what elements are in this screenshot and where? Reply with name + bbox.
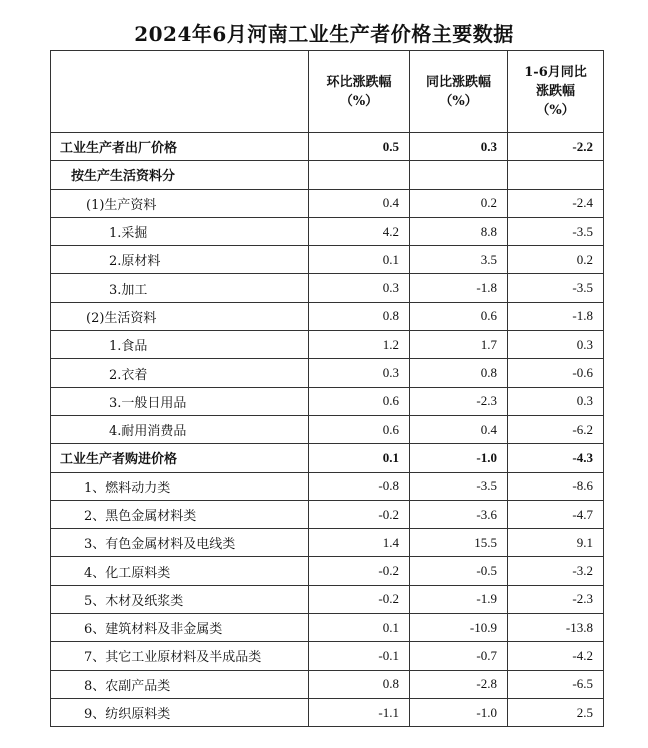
cell-mom: 0.5	[309, 133, 410, 161]
cell-ytd: 0.3	[508, 387, 604, 415]
row-label: 2.衣着	[51, 359, 309, 387]
cell-mom: -0.2	[309, 500, 410, 528]
row-label: (2)生活资料	[51, 302, 309, 330]
table-row	[51, 387, 604, 415]
table-row	[51, 415, 604, 443]
table-row	[51, 246, 604, 274]
cell-ytd: -3.2	[508, 557, 604, 585]
row-label: 5、木材及纸浆类	[51, 585, 309, 613]
table-row	[51, 274, 604, 302]
table-row	[51, 557, 604, 585]
row-label: 9、纺织原料类	[51, 698, 309, 726]
cell-ytd: -4.7	[508, 500, 604, 528]
cell-mom: -0.8	[309, 472, 410, 500]
cell-mom: 0.4	[309, 189, 410, 217]
cell-yoy: 1.7	[410, 331, 508, 359]
cell-yoy: -1.9	[410, 585, 508, 613]
price-data-table	[50, 50, 604, 727]
cell-yoy: 0.8	[410, 359, 508, 387]
header-mom: 环比涨跌幅 （%）	[309, 51, 410, 133]
row-label: 3、有色金属材料及电线类	[51, 529, 309, 557]
cell-yoy: 15.5	[410, 529, 508, 557]
cell-mom: -0.2	[309, 585, 410, 613]
table-row	[51, 161, 604, 189]
cell-yoy: -2.8	[410, 670, 508, 698]
cell-yoy: 8.8	[410, 217, 508, 245]
cell-yoy	[410, 161, 508, 189]
row-label: 4、化工原料类	[51, 557, 309, 585]
cell-mom: 0.6	[309, 415, 410, 443]
cell-yoy: -1.0	[410, 698, 508, 726]
cell-mom: 1.2	[309, 331, 410, 359]
table-row	[51, 500, 604, 528]
cell-yoy: -3.6	[410, 500, 508, 528]
table-row	[51, 331, 604, 359]
cell-ytd: -0.6	[508, 359, 604, 387]
cell-ytd: -3.5	[508, 217, 604, 245]
cell-yoy: -0.7	[410, 642, 508, 670]
table-row	[51, 529, 604, 557]
table-row	[51, 472, 604, 500]
cell-mom	[309, 161, 410, 189]
cell-yoy: 0.2	[410, 189, 508, 217]
table-row	[51, 698, 604, 726]
header-item	[51, 51, 309, 133]
table-row	[51, 189, 604, 217]
cell-ytd: -4.3	[508, 444, 604, 472]
table-row	[51, 585, 604, 613]
cell-ytd: 2.5	[508, 698, 604, 726]
row-label: 工业生产者出厂价格	[51, 133, 309, 161]
cell-mom: 0.3	[309, 274, 410, 302]
row-label: (1)生产资料	[51, 189, 309, 217]
cell-ytd: -2.4	[508, 189, 604, 217]
cell-yoy: 0.4	[410, 415, 508, 443]
table-row	[51, 133, 604, 161]
row-label: 3.加工	[51, 274, 309, 302]
cell-yoy: -3.5	[410, 472, 508, 500]
page-title: 2024年6月河南工业生产者价格主要数据	[134, 22, 514, 46]
cell-mom: -1.1	[309, 698, 410, 726]
cell-ytd: -6.5	[508, 670, 604, 698]
row-label: 8、农副产品类	[51, 670, 309, 698]
cell-ytd: -8.6	[508, 472, 604, 500]
cell-ytd: -1.8	[508, 302, 604, 330]
cell-mom: 0.1	[309, 614, 410, 642]
table-body	[51, 133, 604, 727]
table-row	[51, 302, 604, 330]
row-label: 1、燃料动力类	[51, 472, 309, 500]
cell-ytd: -6.2	[508, 415, 604, 443]
cell-mom: 0.8	[309, 302, 410, 330]
row-label: 2.原材料	[51, 246, 309, 274]
cell-mom: -0.1	[309, 642, 410, 670]
cell-mom: 0.6	[309, 387, 410, 415]
cell-yoy: -1.0	[410, 444, 508, 472]
cell-ytd: 0.2	[508, 246, 604, 274]
cell-ytd: -3.5	[508, 274, 604, 302]
header-ytd: 1-6月同比 涨跌幅 （%）	[508, 51, 604, 133]
row-label: 工业生产者购进价格	[51, 444, 309, 472]
row-label: 6、建筑材料及非金属类	[51, 614, 309, 642]
table-header-row	[51, 51, 604, 133]
cell-ytd: -4.2	[508, 642, 604, 670]
cell-ytd: -13.8	[508, 614, 604, 642]
cell-yoy: 0.6	[410, 302, 508, 330]
row-label: 1.食品	[51, 331, 309, 359]
cell-yoy: -0.5	[410, 557, 508, 585]
cell-mom: 0.8	[309, 670, 410, 698]
table-row	[51, 670, 604, 698]
row-label: 3.一般日用品	[51, 387, 309, 415]
cell-mom: 0.1	[309, 246, 410, 274]
cell-yoy: 3.5	[410, 246, 508, 274]
row-label: 按生产生活资料分	[51, 161, 309, 189]
cell-yoy: -2.3	[410, 387, 508, 415]
row-label: 2、黑色金属材料类	[51, 500, 309, 528]
cell-yoy: -10.9	[410, 614, 508, 642]
table-row	[51, 614, 604, 642]
table-row	[51, 444, 604, 472]
table-row	[51, 359, 604, 387]
row-label: 7、其它工业原材料及半成品类	[51, 642, 309, 670]
row-label: 1.采掘	[51, 217, 309, 245]
cell-ytd: 0.3	[508, 331, 604, 359]
cell-yoy: 0.3	[410, 133, 508, 161]
cell-mom: -0.2	[309, 557, 410, 585]
cell-ytd: -2.3	[508, 585, 604, 613]
table-row	[51, 217, 604, 245]
cell-ytd: 9.1	[508, 529, 604, 557]
cell-mom: 0.3	[309, 359, 410, 387]
table-row	[51, 642, 604, 670]
cell-mom: 0.1	[309, 444, 410, 472]
cell-mom: 1.4	[309, 529, 410, 557]
cell-ytd	[508, 161, 604, 189]
cell-mom: 4.2	[309, 217, 410, 245]
cell-yoy: -1.8	[410, 274, 508, 302]
header-yoy: 同比涨跌幅 （%）	[410, 51, 508, 133]
cell-ytd: -2.2	[508, 133, 604, 161]
row-label: 4.耐用消费品	[51, 415, 309, 443]
